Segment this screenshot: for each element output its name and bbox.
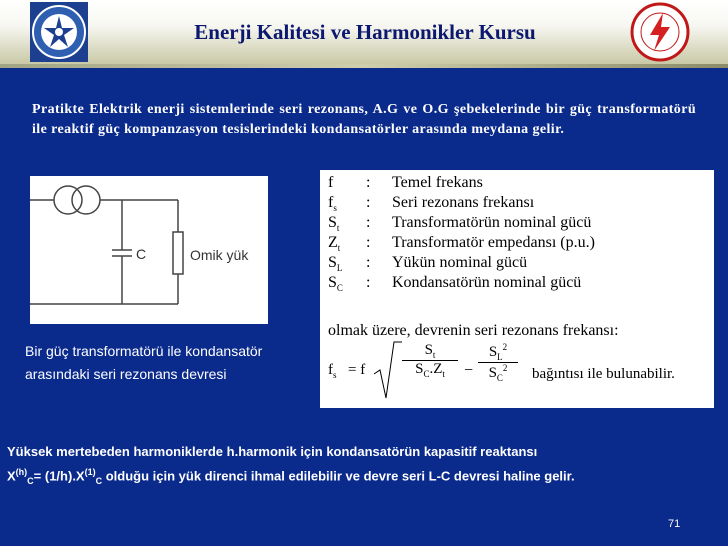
legend-symbol: f	[328, 174, 334, 191]
header-divider	[0, 64, 728, 68]
caption-line-1: Bir güç transformatörü ile kondansatör	[25, 343, 263, 359]
university-seal-logo	[30, 2, 88, 62]
legend-colon: :	[366, 174, 371, 191]
legend-symbol: f	[328, 194, 334, 211]
resonance-circuit-diagram	[30, 176, 268, 324]
legend-colon: :	[366, 194, 371, 211]
formula-minus: −	[464, 362, 474, 379]
formula-suffix: bağıntısı ile bulunabilir.	[532, 366, 675, 382]
circuit-caption	[25, 340, 305, 386]
teias-logo	[612, 1, 708, 63]
legend-symbol-subscript: C	[336, 283, 343, 294]
harmonic-note	[7, 442, 721, 491]
legend-description: Transformatörün nominal gücü	[392, 214, 592, 231]
resonance-formula	[320, 340, 714, 404]
legend-symbol-subscript: s	[333, 203, 337, 214]
harmonic-note-line-2: $X^{(h)}_C= (1/h).X^{(1)}_C$ olduğu için yük direnci ihmal edilebilir ve devre seri L-C devresi haline gelir.	[7, 467, 575, 486]
symbol-legend-panel	[320, 170, 714, 408]
legend-symbol-subscript: t	[336, 223, 340, 234]
legend-symbol: S	[328, 254, 337, 271]
page-number: 71	[668, 518, 681, 530]
slide-title: Enerji Kalitesi ve Harmonikler Kursu	[194, 20, 536, 44]
legend-description: Kondansatörün nominal gücü	[392, 274, 582, 291]
legend-symbol-subscript: t	[337, 243, 341, 254]
legend-description: Transformatör empedansı (p.u.)	[392, 234, 595, 251]
formula-intro-text: olmak üzere, devrenin seri rezonans frekansı:	[328, 322, 619, 339]
legend-description: Yükün nominal gücü	[392, 254, 528, 271]
legend-symbol: S	[328, 274, 337, 291]
caption-line-2: arasındaki seri rezonans devresi	[25, 366, 227, 382]
legend-description: Seri rezonans frekansı	[392, 194, 535, 211]
legend-colon: :	[366, 254, 371, 271]
legend-colon: :	[366, 234, 371, 251]
legend-symbol: S	[328, 214, 337, 231]
square-root-sign	[372, 340, 402, 404]
fraction-2: $S_L^2$ $S_C^2$	[478, 342, 518, 383]
fraction-1: $S_t$ $S_C.Z_t$	[402, 342, 458, 379]
legend-colon: :	[366, 274, 371, 291]
load-label: Omik yük	[190, 247, 249, 263]
harmonic-note-line-1: Yüksek mertebeden harmoniklerde h.harmonik için kondansatörün kapasitif reaktansı	[7, 444, 538, 459]
legend-colon: :	[366, 214, 371, 231]
formula-lhs: $f_s$	[328, 362, 337, 380]
intro-paragraph: Pratikte Elektrik enerji sistemlerinde seri rezonans, A.G ve O.G şebekelerinde bir güç transformatörü ile reaktif güç kompanzasyon tesislerindeki kondansatörler arasında meydana gelir.	[32, 102, 696, 137]
formula-equals: = f	[348, 362, 366, 378]
legend-description: Temel frekans	[392, 174, 483, 191]
legend-symbol-subscript: L	[336, 263, 343, 274]
legend-symbol: Z	[328, 234, 338, 251]
capacitor-label: C	[136, 246, 147, 262]
